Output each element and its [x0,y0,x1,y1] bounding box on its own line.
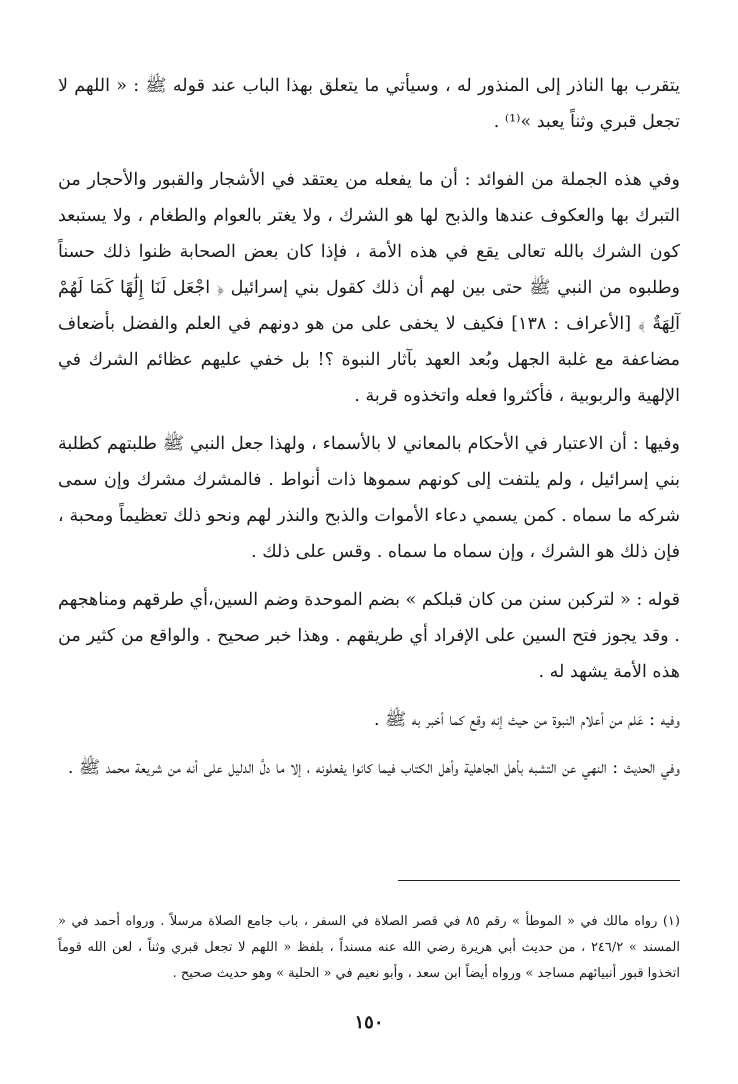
paragraph-5: وفيه : عَلم من أعلام النبوة من حيث إنه وقع كما أخبر به ﷺ . [373,710,680,730]
paragraph-2: وفي هذه الجملة من الفوائد : أن ما يفعله من يعتقد في الأشجار والقبور والأحجار من التبرك بها والعكوف عندها والذبح لها هو الشرك ، ولا يغتر بالعوام والطغام ، ولا يستبعد كون الشرك بالله تعالى يقع في هذه الأمة ، فإذا كان بعض الصحابة ظنوا ذلك حسناً وطلبوه من النبي ﷺ حتى بين لهم أن ذلك كقول بني إسرائيل ﴿ اجْعَل لَنَا إِلَٰهًا كَمَا لَهُمْ آلِهَةٌ ﴾ [الأعراف : ١٣٨] فكيف لا يخفى على من هو دونهم في العلم والفضل بأضعاف مضاعفة مع غلبة الجهل وبُعد العهد بآثار النبوة ؟! بل خفي عليهم عظائم الشرك في الإلهية والربوبية ، فأكثروا فعله واتخذوه قربة . [58,170,680,406]
footnote-divider [398,880,680,881]
paragraph-1: يتقرب بها الناذر إلى المنذور له ، وسيأتي ما يتعلق بهذا الباب عند قوله ﷺ : « اللهم لا تجعل قبري وثناً يعبد »⁽¹⁾ . [58,76,680,132]
main-text [58,68,680,786]
page-number: ١٥٠ [354,1012,384,1033]
paragraph-3: وفيها : أن الاعتبار في الأحكام بالمعاني لا بالأسماء ، ولهذا جعل النبي ﷺ طلبتهم كطلبة بني إسرائيل ، ولم يلتفت إلى كونهم سموها ذات أنواط . فالمشرك مشرك وإن سمى شركه ما سماه . كمن يسمي دعاء الأموات والذبح والنذر لهم ونحو ذلك تعظيماً ومحبة ، فإن ذلك هو الشرك ، وإن سماه ما سماه . وقس على ذلك . [58,434,680,562]
paragraph-6: وفي الحديث : النهي عن التشبه بأهل الجاهلية وأهل الكتاب فيما كانوا يفعلونه ، إلا ما دلَّ الدليل على أنه من شريعة محمد ﷺ . [67,758,680,778]
paragraph-4: قوله : « لتركبن سنن من كان قبلكم » بضم الموحدة وضم السين،أي طرقهم ومناهجهم . وقد يجوز فتح السين على الإفراد أي طريقهم . وهذا خبر صحيح . والواقع من كثير من هذه الأمة يشهد له . [58,590,680,682]
footnote: (١) رواه مالك في « الموطأ » رقم ٨٥ في قصر الصلاة في السفر ، باب جامع الصلاة مرسلاً . ورواه أحمد في « المسند » ٢٤٦/٢ ، من حديث أبي هريرة رضي الله عنه مسنداً ، بلفظ « اللهم لا تجعل قبري وثناً ، لعن الله قوماً اتخذوا قبور أنبيائهم مساجد » ورواه أيضاً ابن سعد ، وأبو نعيم في « الحلية » وهو حديث صحيح . [58,914,680,981]
